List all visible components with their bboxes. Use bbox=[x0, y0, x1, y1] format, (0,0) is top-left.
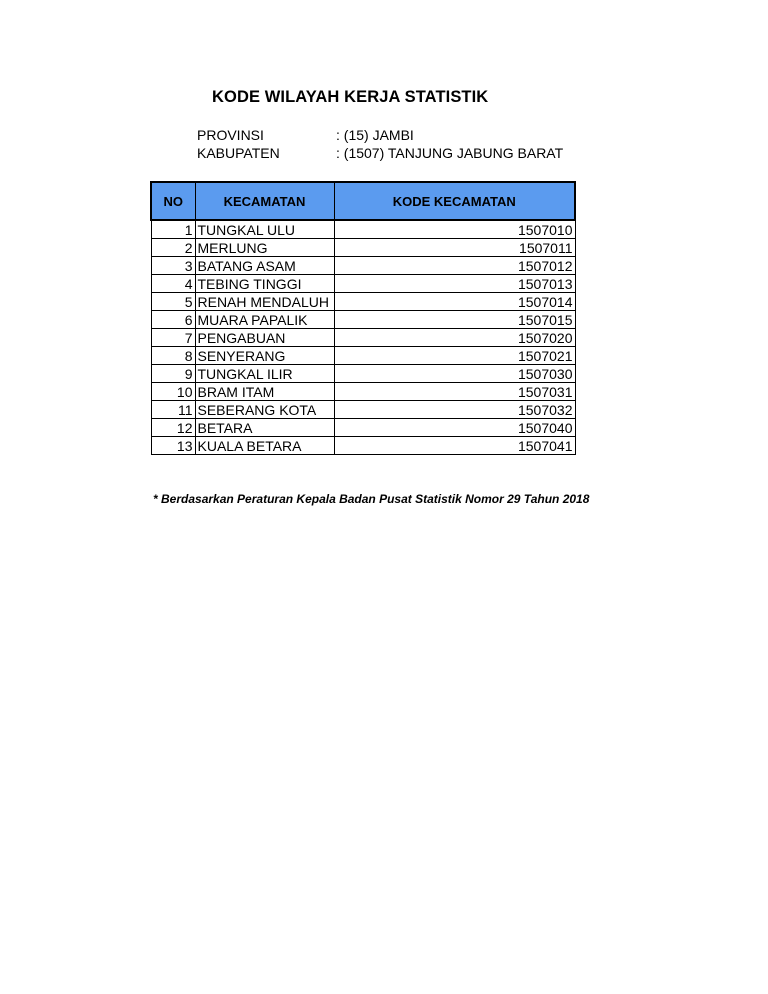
row-kode: 1507015 bbox=[334, 311, 575, 329]
row-no: 9 bbox=[151, 365, 195, 383]
row-no: 11 bbox=[151, 401, 195, 419]
provinsi-value: : (15) JAMBI bbox=[336, 127, 414, 143]
row-kode: 1507031 bbox=[334, 383, 575, 401]
table-row bbox=[151, 365, 575, 383]
row-kecamatan: TEBING TINGGI bbox=[195, 275, 334, 293]
row-kode: 1507012 bbox=[334, 257, 575, 275]
row-no: 4 bbox=[151, 275, 195, 293]
kecamatan-table bbox=[150, 181, 576, 455]
row-kode: 1507030 bbox=[334, 365, 575, 383]
row-kode: 1507010 bbox=[334, 220, 575, 239]
table-row bbox=[151, 220, 575, 239]
row-no: 2 bbox=[151, 239, 195, 257]
row-kode: 1507040 bbox=[334, 419, 575, 437]
table-row bbox=[151, 383, 575, 401]
row-kode: 1507011 bbox=[334, 239, 575, 257]
row-no: 7 bbox=[151, 329, 195, 347]
row-kecamatan: TUNGKAL ULU bbox=[195, 220, 334, 239]
kabupaten-value: : (1507) TANJUNG JABUNG BARAT bbox=[336, 145, 564, 161]
table-row bbox=[151, 257, 575, 275]
row-kecamatan: BATANG ASAM bbox=[195, 257, 334, 275]
table-row bbox=[151, 419, 575, 437]
row-kecamatan: MERLUNG bbox=[195, 239, 334, 257]
header-kecamatan: KECAMATAN bbox=[195, 182, 334, 220]
table-header-row bbox=[151, 182, 575, 220]
row-kecamatan: PENGABUAN bbox=[195, 329, 334, 347]
row-no: 10 bbox=[151, 383, 195, 401]
row-no: 3 bbox=[151, 257, 195, 275]
kabupaten-label: KABUPATEN bbox=[197, 145, 280, 161]
row-no: 8 bbox=[151, 347, 195, 365]
row-no: 5 bbox=[151, 293, 195, 311]
row-kecamatan: SENYERANG bbox=[195, 347, 334, 365]
row-kode: 1507032 bbox=[334, 401, 575, 419]
table-row bbox=[151, 329, 575, 347]
provinsi-label: PROVINSI bbox=[197, 127, 264, 143]
row-kode: 1507020 bbox=[334, 329, 575, 347]
table-row bbox=[151, 437, 575, 455]
row-no: 6 bbox=[151, 311, 195, 329]
table-row bbox=[151, 347, 575, 365]
row-kode: 1507041 bbox=[334, 437, 575, 455]
page-title: KODE WILAYAH KERJA STATISTIK bbox=[212, 88, 489, 106]
row-kecamatan: MUARA PAPALIK bbox=[195, 311, 334, 329]
table-row bbox=[151, 401, 575, 419]
row-no: 13 bbox=[151, 437, 195, 455]
row-kecamatan: TUNGKAL ILIR bbox=[195, 365, 334, 383]
header-kode: KODE KECAMATAN bbox=[334, 182, 575, 220]
table-row bbox=[151, 275, 575, 293]
table-row bbox=[151, 239, 575, 257]
row-kode: 1507013 bbox=[334, 275, 575, 293]
row-kode: 1507021 bbox=[334, 347, 575, 365]
header-no: NO bbox=[151, 182, 195, 220]
row-kecamatan: BETARA bbox=[195, 419, 334, 437]
row-kode: 1507014 bbox=[334, 293, 575, 311]
footnote: * Berdasarkan Peraturan Kepala Badan Pusat Statistik Nomor 29 Tahun 2018 bbox=[153, 492, 590, 506]
row-kecamatan: RENAH MENDALUH bbox=[195, 293, 334, 311]
table-body bbox=[151, 220, 575, 455]
table-row bbox=[151, 311, 575, 329]
row-no: 12 bbox=[151, 419, 195, 437]
row-kecamatan: SEBERANG KOTA bbox=[195, 401, 334, 419]
row-kecamatan: KUALA BETARA bbox=[195, 437, 334, 455]
row-no: 1 bbox=[151, 220, 195, 239]
row-kecamatan: BRAM ITAM bbox=[195, 383, 334, 401]
table-row bbox=[151, 293, 575, 311]
